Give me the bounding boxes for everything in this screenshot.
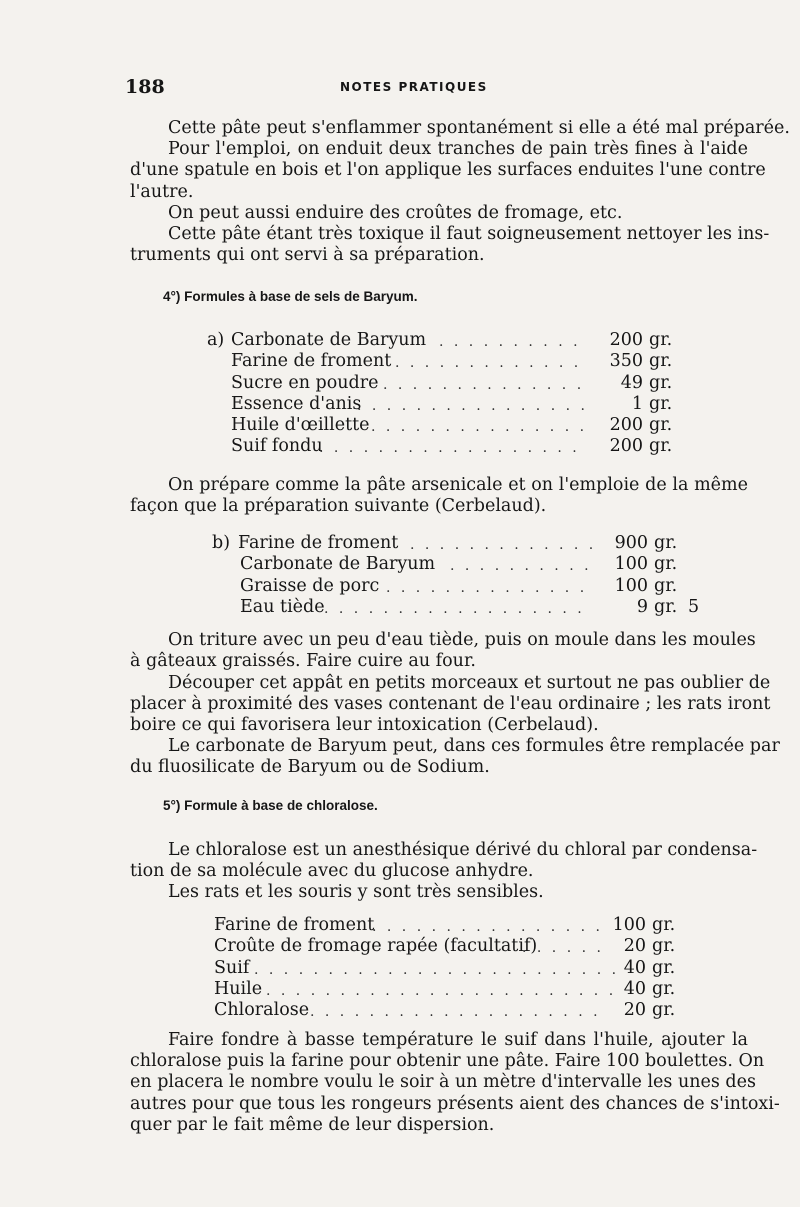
- leader-dots: . . . . . . . . . . . . .: [395, 355, 582, 372]
- leader-dots: . . . . . . . . . . . . .: [410, 537, 597, 553]
- leader-dots: . . . . . . . . . . . . . .: [383, 376, 585, 393]
- ingredient-qty: 9: [636, 596, 648, 617]
- ingredient-unit: gr.: [649, 436, 673, 457]
- text-line: en placera le nombre voulu le soir à un mètre d'intervalle les unes des: [130, 1072, 756, 1093]
- recipe-a: [207, 330, 687, 458]
- text-line: On prépare comme la pâte arsenicale et on l'emploie de la même: [168, 475, 748, 495]
- text-line: tion de sa molécule avec du glucose anhydre.: [130, 861, 534, 882]
- recipe-row: [207, 415, 687, 436]
- ingredient-name: Huile d'œillette: [231, 415, 370, 436]
- text-line: l'autre.: [130, 181, 194, 202]
- recipe-row: [207, 436, 687, 457]
- recipe-row: [214, 915, 694, 936]
- text-line: Pour l'emploi, on enduit deux tranches de pain très fines à l'aide: [168, 139, 748, 160]
- ingredient-unit: gr.: [654, 575, 678, 596]
- ingredient-qty: 200: [609, 330, 643, 350]
- text-line: truments qui ont servi à sa préparation.: [130, 245, 485, 266]
- leader-dots: . . . . . . . . . .: [439, 334, 581, 350]
- ingredient-name: Chloralose: [214, 1000, 310, 1021]
- ingredient-qty: 40: [623, 957, 646, 978]
- paragraph-9: [130, 882, 748, 903]
- page-number: 188: [125, 76, 165, 98]
- ingredient-unit: gr.: [652, 957, 676, 978]
- ingredient-qty: 100: [614, 575, 648, 596]
- text-line: quer par le fait même de leur dispersion.: [130, 1114, 495, 1135]
- recipe-b: [212, 533, 712, 618]
- text-line: d'une spatule en bois et l'on applique les surfaces enduites l'une contre: [130, 160, 766, 181]
- ingredient-unit: gr.: [652, 936, 676, 957]
- leader-dots: . . . . . . . . . .: [450, 558, 592, 575]
- running-title: NOTES PRATIQUES: [340, 80, 488, 94]
- ingredient-qty: 900: [614, 533, 648, 553]
- ingredient-qty: 350: [609, 351, 643, 372]
- leader-dots: . . . . . .: [522, 940, 604, 957]
- recipe-label: b): [212, 533, 231, 553]
- recipe-row: [214, 936, 694, 957]
- paragraph-2: [130, 203, 748, 224]
- ingredient-name: Carbonate de Baryum: [240, 554, 436, 575]
- ingredient-name: Farine de froment: [238, 533, 399, 553]
- recipe-row: [212, 576, 712, 597]
- paragraph-3: [130, 224, 770, 266]
- ingredient-unit: gr.: [654, 533, 678, 553]
- recipe-row: [212, 597, 712, 618]
- ingredient-qty: 100: [614, 554, 648, 575]
- ingredient-name: Sucre en poudre: [231, 372, 379, 393]
- ingredient-qty: 20: [623, 936, 646, 957]
- recipe-row: [207, 330, 687, 351]
- text-line: façon que la préparation suivante (Cerbelaud).: [130, 496, 547, 517]
- ingredient-qty: 40: [623, 978, 646, 999]
- paragraph-8: [130, 840, 758, 882]
- ingredient-name: Essence d'anis: [231, 393, 362, 414]
- recipe-row: [207, 394, 687, 415]
- text-line: Cette pâte peut s'enflammer spontanément si elle a été mal préparée.: [168, 118, 790, 138]
- text-line: autres pour que tous les rongeurs présents aient des chances de s'intoxi-: [130, 1093, 780, 1114]
- leader-dots: . . . . . . . . . . . . . . . . . .: [324, 600, 585, 617]
- recipe-row: [207, 373, 687, 394]
- text-line: chloralose puis la farine pour obtenir une pâte. Faire 100 boulettes. On: [130, 1051, 765, 1072]
- ingredient-unit: gr.: [654, 596, 678, 617]
- recipe-row: [212, 533, 712, 554]
- ingredient-unit: gr.: [652, 1000, 676, 1021]
- text-line: à gâteaux graissés. Faire cuire au four.: [130, 651, 476, 672]
- text-line: Faire fondre à basse température le suif dans l'huile, ajouter la: [168, 1030, 748, 1050]
- recipe-label: a): [207, 330, 225, 350]
- ingredient-qty: 20: [623, 1000, 646, 1021]
- leader-dots: . . . . . . . . . . . . . . . . . . . . . . . . .: [254, 961, 620, 978]
- recipe-c: [214, 915, 694, 1021]
- section-heading-5: 5°) Formule à base de chloralose.: [163, 798, 378, 813]
- ingredient-unit: gr.: [652, 978, 676, 999]
- leader-dots: . . . . . . . . . . . . . . . . . . . .: [310, 1004, 601, 1021]
- text-line: Les rats et les souris y sont très sensibles.: [168, 882, 544, 902]
- ingredient-name: Suif: [214, 957, 250, 978]
- ingredient-qty: 200: [609, 436, 643, 457]
- leader-dots: . . . . . . . . . . . . . . . . . . . . . . . .: [266, 982, 617, 999]
- text-line: On triture avec un peu d'eau tiède, puis on moule dans les moules: [168, 630, 756, 650]
- text-line: Cette pâte étant très toxique il faut soigneusement nettoyer les ins-: [168, 224, 770, 244]
- ingredient-unit: gr.: [649, 393, 673, 414]
- ingredient-qty: 100: [612, 915, 646, 935]
- ingredient-name: Croûte de fromage rapée (facultatif): [214, 936, 538, 957]
- text-line: Découper cet appât en petits morceaux et surtout ne pas oublier de: [168, 673, 771, 693]
- ingredient-unit: gr.: [649, 351, 673, 372]
- text-line: du fluosilicate de Baryum ou de Sodium.: [130, 757, 490, 778]
- ingredient-unit: gr.: [649, 372, 673, 393]
- paragraph-5: [130, 630, 756, 672]
- ingredient-qty: 49: [620, 372, 643, 393]
- recipe-row: [212, 554, 712, 575]
- ingredient-unit: gr.: [649, 415, 673, 436]
- text-line: placer à proximité des vases contenant de l'eau ordinaire ; les rats iront: [130, 694, 771, 715]
- text-line: boire ce qui favorisera leur intoxication (Cerbelaud).: [130, 715, 599, 736]
- ingredient-name: Farine de froment: [214, 915, 375, 935]
- ingredient-name: Graisse de porc: [240, 575, 380, 596]
- ingredient-name: Suif fondu: [231, 436, 323, 457]
- leader-dots: . . . . . . . . . . . . . .: [386, 579, 588, 596]
- ingredient-unit: gr.: [649, 330, 673, 350]
- ingredient-name: Eau tiède: [240, 596, 325, 617]
- recipe-row: [214, 958, 694, 979]
- ingredient-unit: gr.: [654, 554, 678, 575]
- leader-dots: . . . . . . . . . . . . . . . .: [357, 397, 588, 414]
- text-line: Le carbonate de Baryum peut, dans ces formules être remplacée par: [168, 736, 780, 756]
- section-heading-4: 4°) Formules à base de sels de Baryum.: [163, 289, 418, 304]
- paragraph-6: [130, 673, 771, 737]
- recipe-row: [207, 351, 687, 372]
- text-line: Le chloralose est un anesthésique dérivé du chloral par condensa-: [168, 840, 758, 860]
- leader-dots: . . . . . . . . . . . . . . . .: [372, 919, 603, 935]
- ingredient-name: Huile: [214, 978, 263, 999]
- margin-note: 5: [688, 596, 700, 617]
- recipe-row: [214, 979, 694, 1000]
- ingredient-unit: gr.: [652, 915, 676, 935]
- text-line: On peut aussi enduire des croûtes de fromage, etc.: [168, 203, 623, 223]
- ingredient-name: Farine de froment: [231, 351, 392, 372]
- paragraph-7: [130, 736, 780, 778]
- ingredient-qty: 1: [631, 393, 643, 414]
- ingredient-qty: 200: [609, 415, 643, 436]
- leader-dots: . . . . . . . . . . . . . . .: [371, 419, 588, 436]
- paragraph-4: [130, 475, 748, 517]
- ingredient-name: Carbonate de Baryum: [231, 330, 427, 350]
- paragraph-1: [130, 118, 790, 203]
- recipe-row: [214, 1000, 694, 1021]
- paragraph-10: [130, 1030, 780, 1136]
- leader-dots: . . . . . . . . . . . . . . . . . .: [319, 440, 580, 457]
